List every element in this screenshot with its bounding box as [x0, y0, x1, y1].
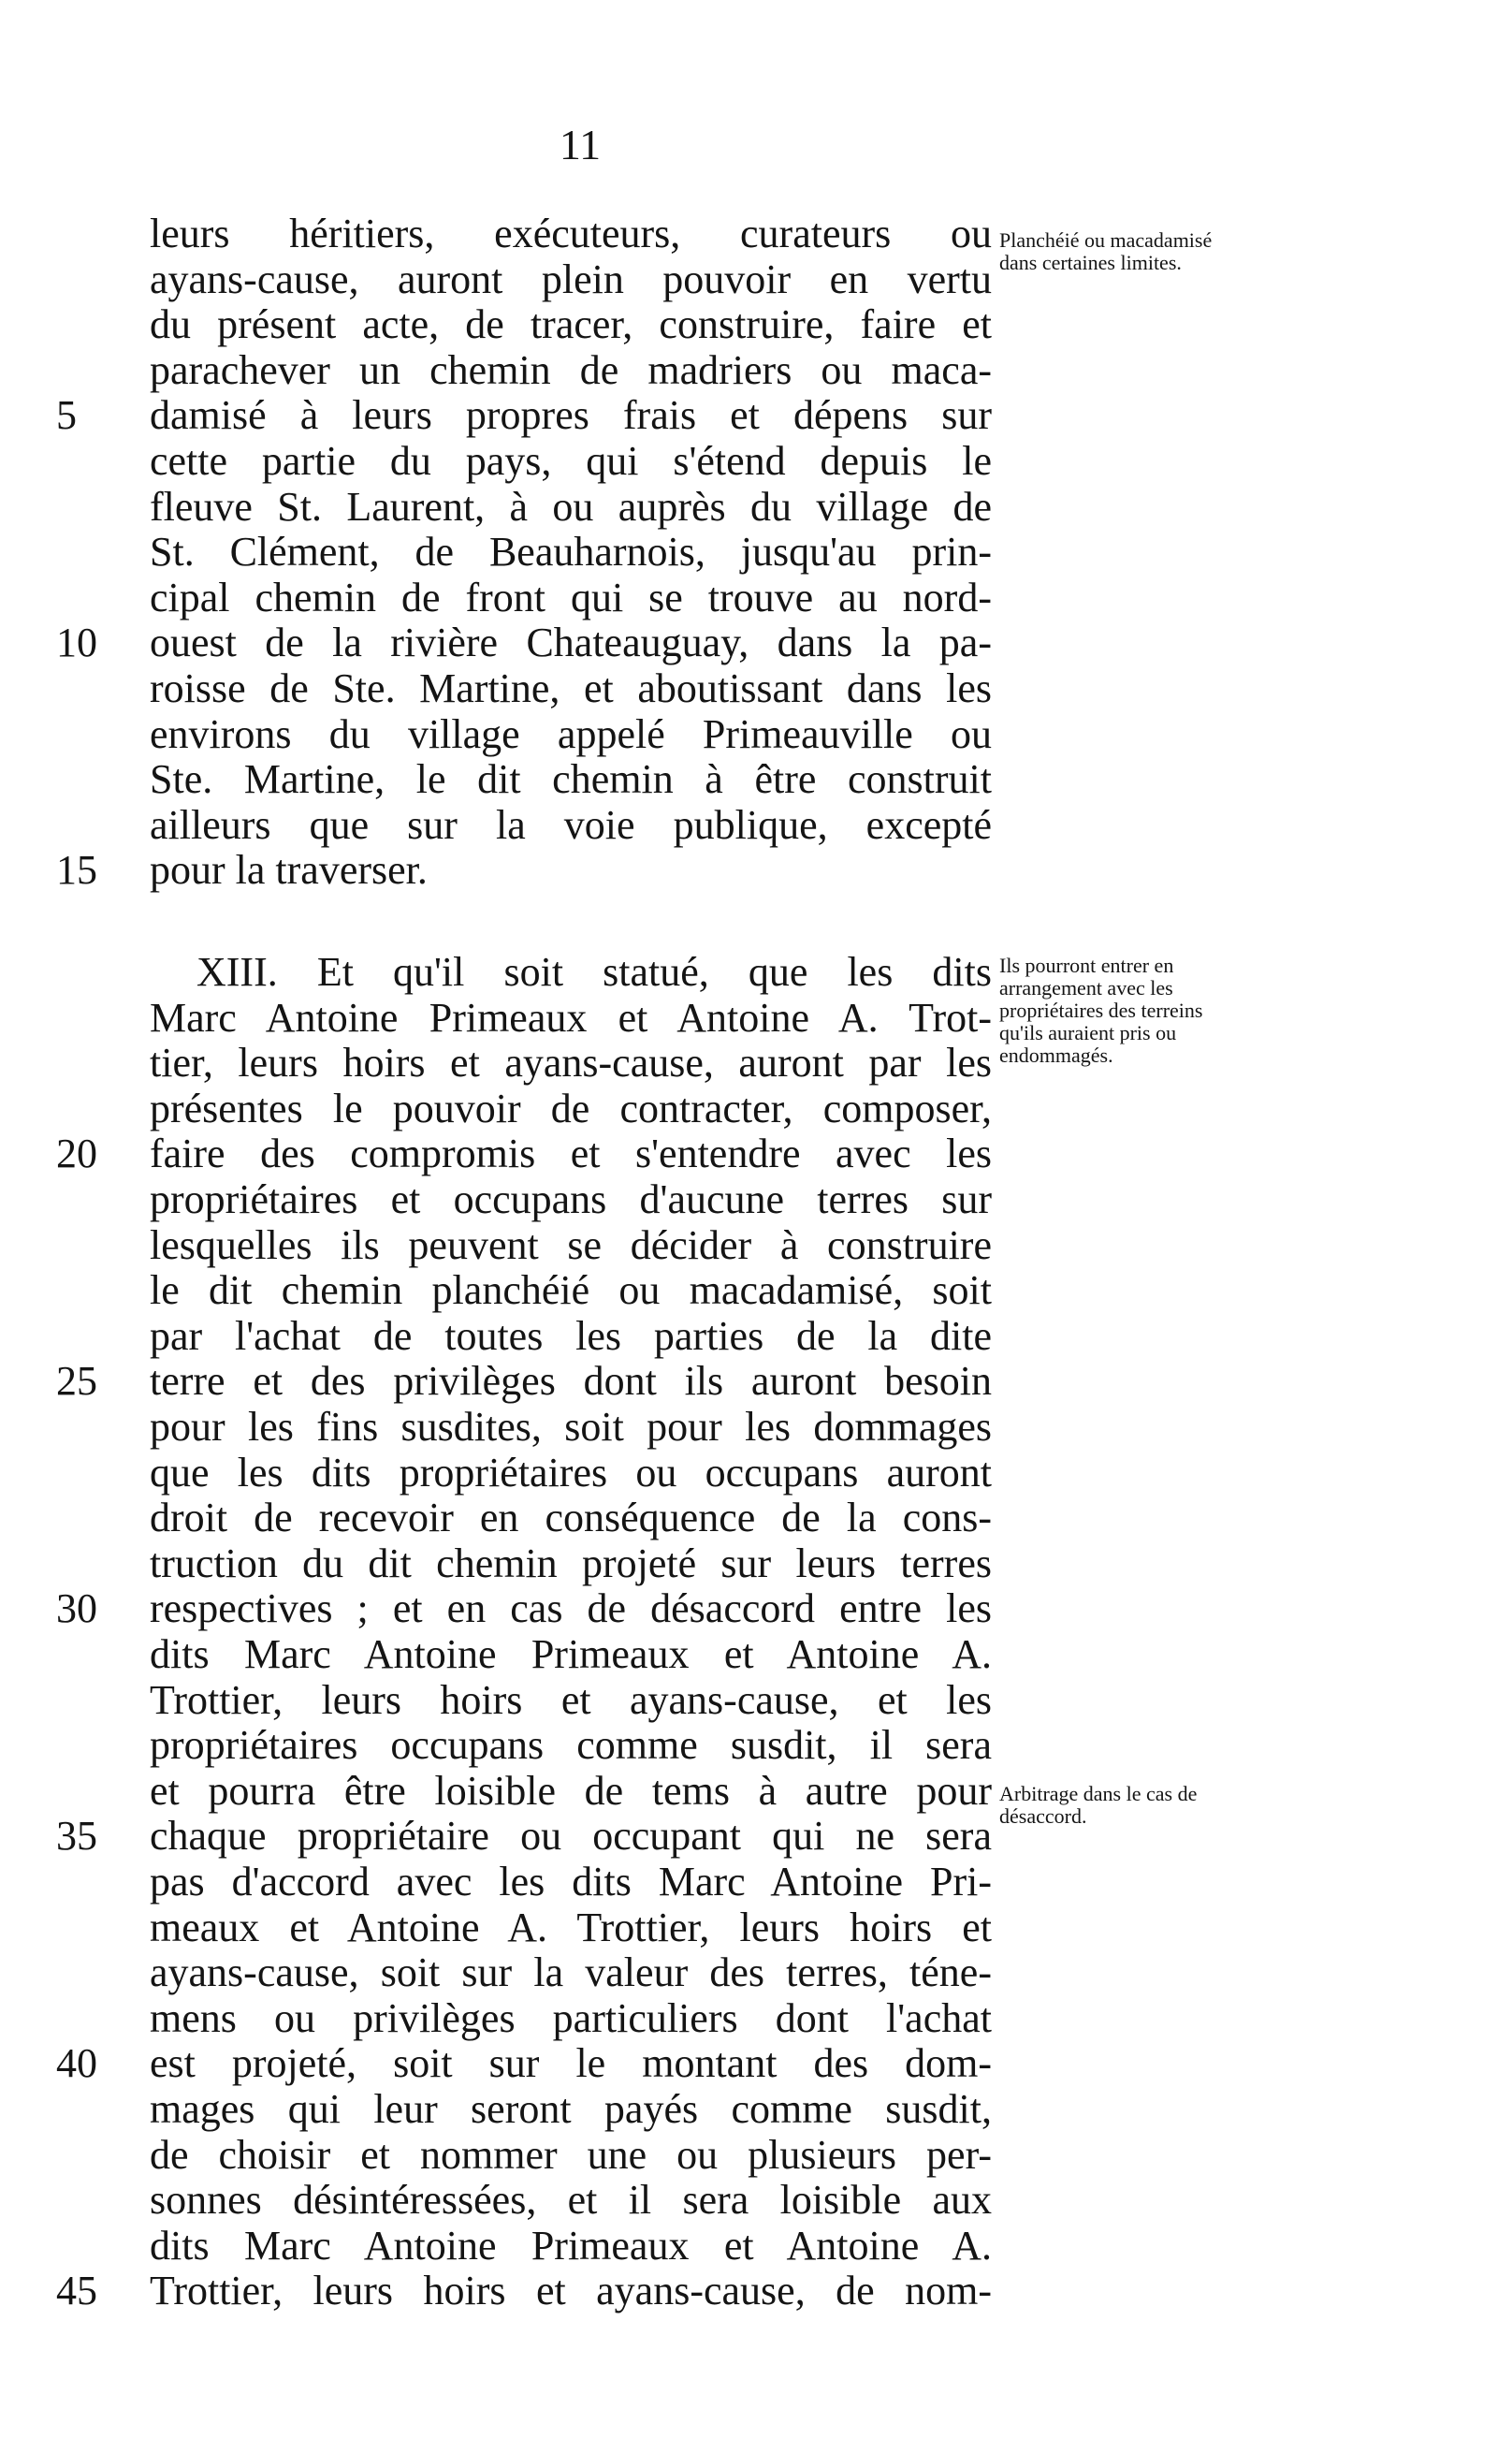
text-line: du présent acte, de tracer, construire, faire et — [150, 301, 992, 348]
text-line: environs du village appelé Primeauville ou — [150, 710, 992, 757]
text-line: de choisir et nommer une ou plusieurs per- — [150, 2131, 992, 2178]
text-line: truction du dit chemin projeté sur leurs terres — [150, 1540, 992, 1586]
line-number: 25 — [56, 1358, 97, 1405]
text-line: propriétaires et occupans d'aucune terres sur — [150, 1176, 992, 1222]
text-line: Trottier, leurs hoirs et ayans-cause, de nom- — [150, 2268, 992, 2314]
text-line: est projeté, soit sur le montant des dom- — [150, 2040, 992, 2087]
text-line: propriétaires occupans comme susdit, il sera — [150, 1722, 992, 1769]
line-number: 40 — [56, 2040, 97, 2087]
text-line: dits Marc Antoine Primeaux et Antoine A. — [150, 2222, 992, 2269]
text-line: terre et des privilèges dont ils auront besoin — [150, 1358, 992, 1405]
margin-note-arrangement: Ils pourront entrer en arrangement avec les propriétaires des terreins qu'ils auraient pris ou endommagés. — [999, 954, 1203, 1067]
text-line: que les dits propriétaires ou occupans auront — [150, 1449, 992, 1496]
text-line: pour la traverser. — [150, 847, 428, 894]
line-number: 35 — [56, 1813, 97, 1860]
margin-note-arbitration: Arbitrage dans le cas de désaccord. — [999, 1782, 1198, 1828]
text-line: le dit chemin planchéié ou macadamisé, soit — [150, 1267, 992, 1314]
line-number: 5 — [56, 392, 77, 439]
text-line: St. Clément, de Beauharnois, jusqu'au prin- — [150, 529, 992, 576]
text-line: ouest de la rivière Chateauguay, dans la pa- — [150, 620, 992, 666]
line-number: 45 — [56, 2268, 97, 2314]
text-line: mens ou privilèges particuliers dont l'achat — [150, 1994, 992, 2041]
margin-note-planked-road: Planchéié ou macadamisé dans certaines limites. — [999, 228, 1213, 274]
text-line: ailleurs que sur la voie publique, excepté — [150, 801, 992, 848]
text-line: damisé à leurs propres frais et dépens sur — [150, 392, 992, 439]
text-line: respectives ; et en cas de désaccord entre les — [150, 1585, 992, 1632]
text-line: cette partie du pays, qui s'étend depuis le — [150, 438, 992, 484]
text-line: Trottier, leurs hoirs et ayans-cause, et les — [150, 1676, 992, 1723]
text-line: XIII. Et qu'il soit statué, que les dits — [196, 949, 992, 995]
page-number: 11 — [559, 121, 602, 168]
text-line: ayans-cause, soit sur la valeur des terres, téne- — [150, 1949, 992, 1996]
line-number: 15 — [56, 847, 97, 894]
text-line: lesquelles ils peuvent se décider à construire — [150, 1221, 992, 1268]
text-line: meaux et Antoine A. Trottier, leurs hoirs et — [150, 1904, 992, 1950]
text-line: pas d'accord avec les dits Marc Antoine Pri- — [150, 1859, 992, 1905]
text-line: cipal chemin de front qui se trouve au nord- — [150, 574, 992, 620]
text-line: chaque propriétaire ou occupant qui ne sera — [150, 1813, 992, 1860]
text-line: Marc Antoine Primeaux et Antoine A. Trot- — [150, 994, 992, 1041]
line-number: 30 — [56, 1585, 97, 1632]
line-number: 10 — [56, 620, 97, 666]
text-line: roisse de Ste. Martine, et aboutissant dans les — [150, 665, 992, 711]
text-line: pour les fins susdites, soit pour les dommages — [150, 1404, 992, 1450]
text-line: et pourra être loisible de tems à autre pour — [150, 1767, 992, 1814]
text-line: leurs héritiers, exécuteurs, curateurs ou — [150, 211, 992, 256]
text-line: ayans-cause, auront plein pouvoir en vertu — [150, 255, 992, 302]
text-line: par l'achat de toutes les parties de la dite — [150, 1312, 992, 1359]
text-line: dits Marc Antoine Primeaux et Antoine A. — [150, 1631, 992, 1677]
text-line: Ste. Martine, le dit chemin à être construit — [150, 756, 992, 803]
text-line: mages qui leur seront payés comme susdit, — [150, 2086, 992, 2132]
line-number: 20 — [56, 1131, 97, 1177]
text-line: présentes le pouvoir de contracter, composer, — [150, 1085, 992, 1131]
text-line: tier, leurs hoirs et ayans-cause, auront par les — [150, 1040, 992, 1087]
text-line: sonnes désintéressées, et il sera loisible aux — [150, 2177, 992, 2224]
text-line: faire des compromis et s'entendre avec les — [150, 1131, 992, 1177]
text-line: fleuve St. Laurent, à ou auprès du village de — [150, 483, 992, 530]
text-line: droit de recevoir en conséquence de la cons- — [150, 1495, 992, 1541]
text-line: parachever un chemin de madriers ou maca- — [150, 346, 992, 393]
